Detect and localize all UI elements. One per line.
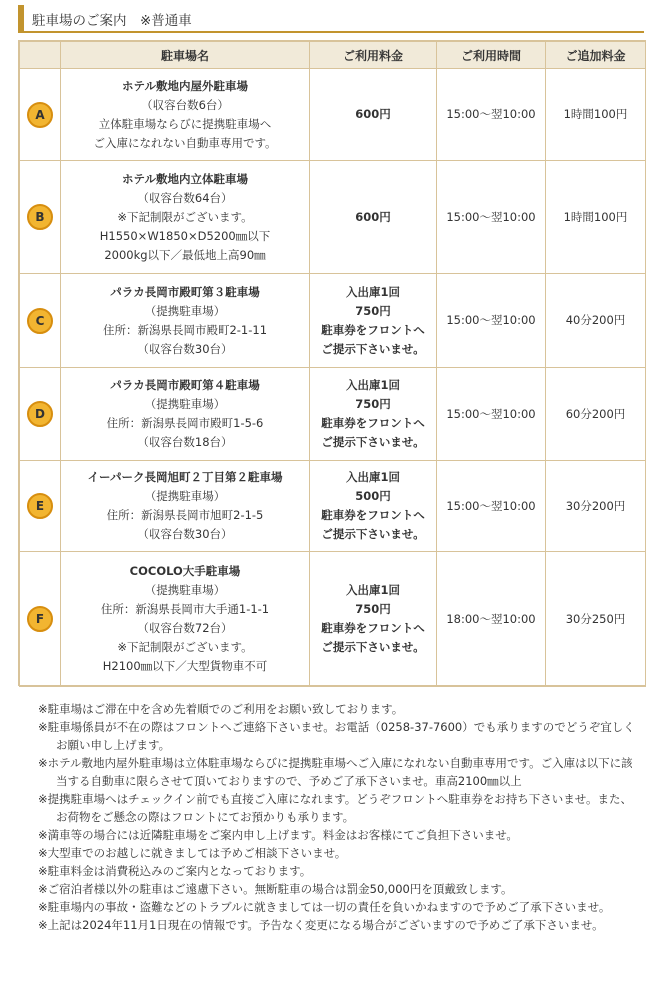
table-row [20, 274, 646, 368]
note-item: ※満車等の場合には近隣駐車場をご案内申し上げます。料金はお客様にてご負担下さいませ。 [38, 828, 518, 842]
fee-line: 750円 [355, 303, 391, 318]
table-row [20, 552, 646, 687]
heading-title: 駐車場のご案内 ※普通車 [32, 13, 192, 29]
parking-detail: 住所：新潟県長岡市大手通1-1-1 [100, 602, 270, 616]
parking-letter-badge: D [27, 401, 53, 427]
header-name: 駐車場名 [61, 42, 310, 69]
extra-fee-cell: 30分250円 [546, 552, 646, 687]
fee-line: ご提示下さいませ。 [321, 435, 425, 449]
fee-cell [310, 461, 437, 552]
letter-cell [20, 161, 61, 274]
parking-detail: ※下記制限がございます。 [117, 640, 253, 654]
fee-line: 600円 [355, 209, 391, 224]
parking-detail: （収容台数6台） [141, 97, 229, 112]
fee-cell [310, 552, 437, 687]
letter-cell [20, 368, 61, 461]
parking-name: パラカ長岡市殿町第４駐車場 [110, 378, 260, 392]
fee-line: ご提示下さいませ。 [321, 527, 425, 541]
fee-line: 入出庫1回 [345, 470, 400, 484]
parking-detail: 住所：新潟県長岡市旭町2-1-5 [106, 508, 264, 522]
parking-name-cell [61, 274, 310, 368]
parking-name-cell [61, 461, 310, 552]
table-row [20, 368, 646, 461]
parking-name-cell [61, 368, 310, 461]
parking-letter-badge: F [27, 606, 53, 632]
note-item: ※駐車場係員が不在の際はフロントへご連絡下さいませ。お電話（0258-37-7600）でも承りますのでどうぞ宜しくお願い申し上げます。 [38, 720, 635, 752]
note-item: ※提携駐車場へはチェックイン前でも直接ご入庫になれます。どうぞフロントへ駐車券をお持ち下さいませ。また、お荷物をご懸念の際はフロントにてお預かりも承ります。 [38, 792, 632, 824]
fee-line: 750円 [355, 602, 391, 616]
hours-cell: 18:00〜翌10:00 [437, 552, 546, 687]
parking-detail: 立体駐車場ならびに提携駐車場へ [98, 116, 272, 131]
parking-detail: 2000kg以下／最低地上高90㎜ [104, 247, 266, 262]
parking-detail: （提携駐車場） [144, 397, 226, 411]
extra-fee-cell: 30分200円 [546, 461, 646, 552]
table-row [20, 161, 646, 274]
table-row [20, 461, 646, 552]
extra-fee-cell: 1時間100円 [546, 69, 646, 161]
parking-letter-badge: A [27, 102, 53, 128]
parking-detail: 住所：新潟県長岡市殿町1-5-6 [106, 416, 264, 430]
note-item: ※駐車場はご滞在中を含め先着順でのご利用をお願い致しております。 [38, 702, 404, 716]
hours-cell: 15:00〜翌10:00 [437, 69, 546, 161]
header-letter [20, 42, 61, 69]
fee-line: 入出庫1回 [345, 284, 400, 299]
parking-name: COCOLO大手駐車場 [129, 564, 241, 578]
hours-cell: 15:00〜翌10:00 [437, 461, 546, 552]
fee-line: 駐車券をフロントへ [321, 416, 425, 430]
fee-line: 500円 [355, 489, 391, 503]
hours-cell: 15:00〜翌10:00 [437, 368, 546, 461]
fee-cell [310, 161, 437, 274]
parking-detail: （収容台数30台） [137, 527, 233, 541]
table-header-row [20, 42, 646, 69]
parking-name: ホテル敷地内屋外駐車場 [122, 78, 248, 93]
fee-line: 駐車券をフロントへ [321, 621, 425, 635]
parking-letter-badge: C [27, 308, 53, 334]
fee-line: 入出庫1回 [345, 378, 400, 392]
hours-cell: 15:00〜翌10:00 [437, 161, 546, 274]
parking-letter-badge: B [27, 204, 53, 230]
parking-name: パラカ長岡市殿町第３駐車場 [110, 284, 260, 299]
fee-cell [310, 69, 437, 161]
fee-line: 入出庫1回 [345, 583, 400, 597]
note-item: ※大型車でのお越しに就きましては予めご相談下さいませ。 [38, 846, 347, 860]
note-item: ※上記は2024年11月1日現在の情報です。予告なく変更になる場合がございますので予めご了承下さいませ。 [38, 918, 604, 932]
note-item: ※ホテル敷地内屋外駐車場は立体駐車場ならびに提携駐車場へご入庫になれない自動車専用です。ご入庫は以下に該当する自動車に限らさせて頂いておりますので、予めご了承下さいませ。車高2100㎜以上 [38, 756, 633, 788]
parking-name-cell [61, 161, 310, 274]
fee-cell [310, 274, 437, 368]
parking-detail: （収容台数18台） [137, 435, 233, 449]
extra-fee-cell: 40分200円 [546, 274, 646, 368]
header-hours: ご利用時間 [437, 42, 546, 69]
extra-fee-cell: 60分200円 [546, 368, 646, 461]
parking-detail: ※下記制限がございます。 [117, 209, 253, 224]
fee-line: 駐車券をフロントへ [321, 508, 425, 522]
parking-detail: （提携駐車場） [144, 489, 226, 503]
parking-table [19, 41, 646, 687]
parking-detail: （提携駐車場） [144, 303, 226, 318]
parking-detail: ご入庫になれない自動車専用です。 [93, 135, 277, 150]
note-item: ※駐車場内の事故・盗難などのトラブルに就きましては一切の責任を負いかねますので予めご了承下さいませ。 [38, 900, 611, 914]
section-heading [18, 5, 644, 33]
parking-name: イーパーク長岡旭町２丁目第２駐車場 [87, 470, 283, 484]
note-item: ※ご宿泊者様以外の駐車はご遠慮下さい。無断駐車の場合は罰金50,000円を頂戴致します。 [38, 882, 513, 896]
parking-detail: （収容台数72台） [137, 621, 233, 635]
hours-cell: 15:00〜翌10:00 [437, 274, 546, 368]
fee-line: 駐車券をフロントへ [321, 322, 425, 337]
parking-detail: H1550×W1850×D5200㎜以下 [99, 228, 271, 243]
extra-fee-cell: 1時間100円 [546, 161, 646, 274]
fee-line: ご提示下さいませ。 [321, 341, 425, 356]
fee-line: ご提示下さいませ。 [321, 640, 425, 654]
parking-letter-badge: E [27, 493, 53, 519]
parking-detail: H2100㎜以下／大型貨物車不可 [102, 659, 268, 673]
fee-line: 600円 [355, 107, 391, 121]
parking-table-container [18, 40, 646, 686]
table-row [20, 69, 646, 161]
letter-cell [20, 461, 61, 552]
parking-detail: （収容台数30台） [137, 341, 233, 356]
fee-cell [310, 368, 437, 461]
parking-detail: 住所：新潟県長岡市殿町2-1-11 [102, 322, 268, 337]
header-fee: ご利用料金 [310, 42, 437, 69]
parking-name-cell [61, 552, 310, 687]
letter-cell [20, 552, 61, 687]
letter-cell [20, 274, 61, 368]
parking-detail: （提携駐車場） [144, 583, 226, 597]
header-extra: ご追加料金 [546, 42, 646, 69]
notes-list [38, 700, 638, 934]
fee-line: 750円 [355, 397, 391, 411]
heading-accent-bar [18, 5, 24, 31]
note-item: ※駐車料金は消費税込みのご案内となっております。 [38, 864, 312, 878]
parking-detail: （収容台数64台） [137, 190, 233, 205]
letter-cell [20, 69, 61, 161]
parking-name: ホテル敷地内立体駐車場 [122, 171, 248, 186]
parking-name-cell [61, 69, 310, 161]
